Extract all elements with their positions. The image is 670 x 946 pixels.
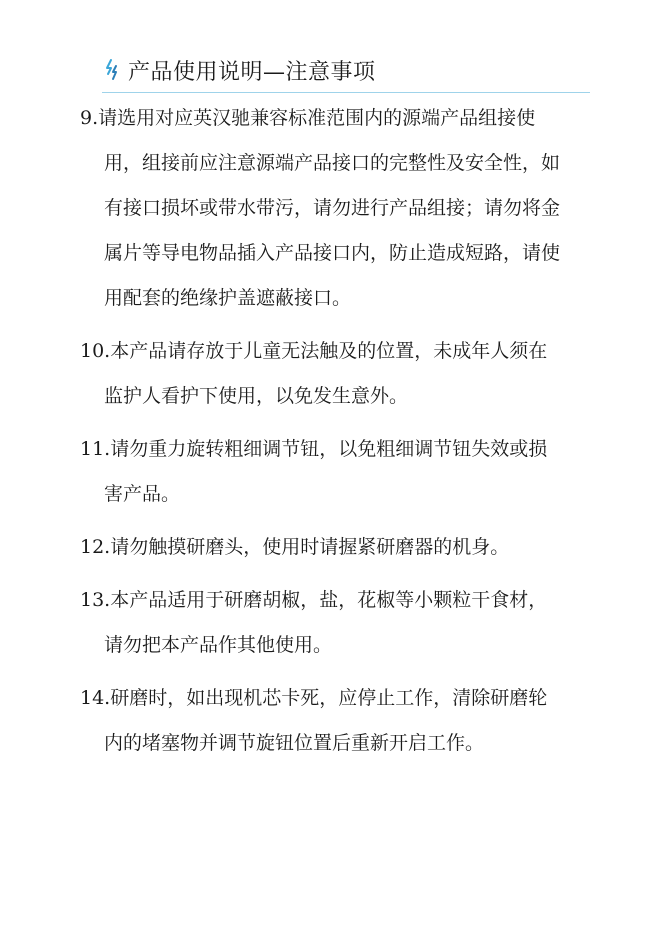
note-item-9 <box>80 96 600 321</box>
note-line: 9.请选用对应英汉驰兼容标准范围内的源端产品组接使 <box>80 107 536 129</box>
note-line: 有接口损坏或带水带污，请勿进行产品组接；请勿将金 <box>104 197 561 219</box>
note-line: 请勿把本产品作其他使用。 <box>104 634 333 656</box>
notes-list <box>80 96 600 774</box>
note-line: 害产品。 <box>104 483 181 505</box>
note-line: 13.本产品适用于研磨胡椒，盐，花椒等小颗粒干食材， <box>80 589 548 611</box>
note-line: 内的堵塞物并调节旋钮位置后重新开启工作。 <box>104 732 485 754</box>
section-header <box>102 52 376 88</box>
note-item-11 <box>80 427 600 517</box>
note-item-10 <box>80 329 600 419</box>
note-item-14 <box>80 676 600 766</box>
note-line: 14.研磨时，如出现机芯卡死，应停止工作，清除研磨轮 <box>80 687 548 709</box>
note-line: 12.请勿触摸研磨头，使用时请握紧研磨器的机身。 <box>80 536 510 558</box>
note-line: 10.本产品请存放于儿童无法触及的位置，未成年人须在 <box>80 340 548 362</box>
note-line: 用配套的绝缘护盖遮蔽接口。 <box>104 287 352 309</box>
note-item-12 <box>80 525 600 570</box>
note-line: 11.请勿重力旋转粗细调节钮，以免粗细调节钮失效或损 <box>80 438 548 460</box>
note-item-13 <box>80 578 600 668</box>
note-line: 监护人看护下使用，以免发生意外。 <box>104 385 409 407</box>
page-title: 产品使用说明—注意事项 <box>128 59 376 85</box>
note-line: 属片等导电物品插入产品接口内，防止造成短路，请使 <box>104 242 561 264</box>
note-line: 用，组接前应注意源端产品接口的完整性及安全性，如 <box>104 152 561 174</box>
lightning-icon <box>102 57 122 83</box>
header-divider <box>102 92 590 93</box>
